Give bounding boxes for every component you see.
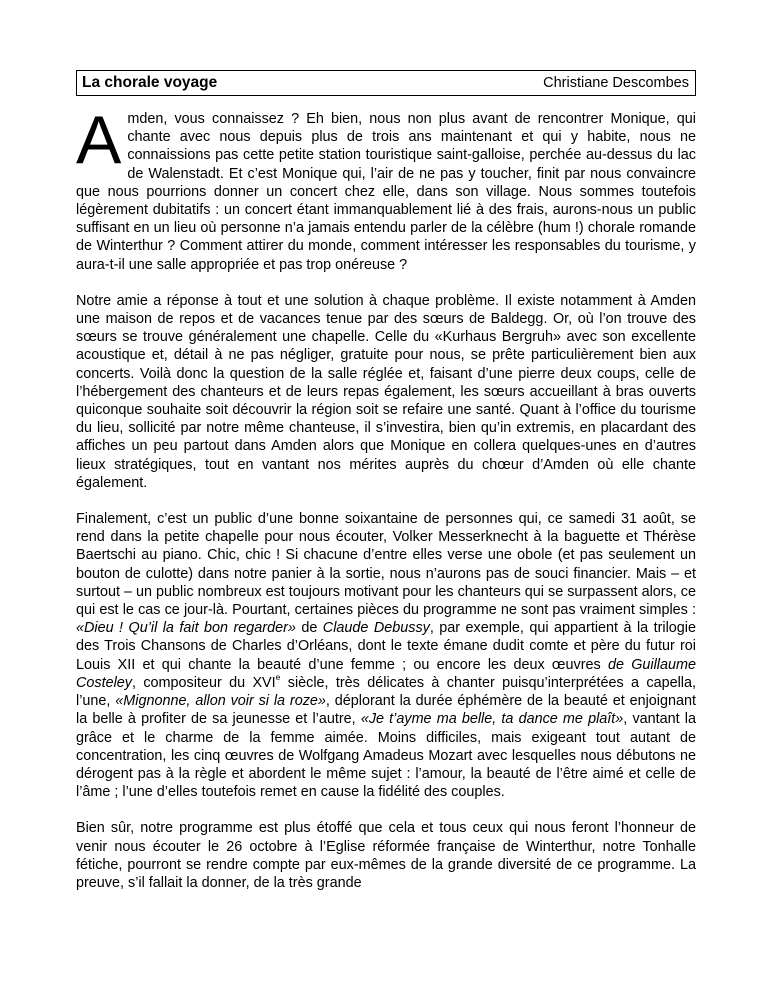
article-header: [76, 70, 696, 96]
p3-text-5: siècle, très délicates à chanter puisqu’interprétées a capella, l’une,: [76, 674, 697, 710]
paragraph-2: Notre amie a réponse à tout et une solution à chaque problème. Il existe notamment à Amden une maison de repos et de vacances tenue par des sœurs de Baldegg. Or, où l’on trouve des sœurs se trouve généralement une chapelle. Celle du «Kurhaus Bergruh» avec son excellente acoustique et, détail à ne pas négliger, gratuite pour nous, se prête particulièrement bien aux concerts. Voilà donc la question de la salle réglée et, faisant d’une pierre deux coups, celle de l’hébergement des chanteurs et de leurs repas également, les sœurs accueillant à bras ouverts quiconque souhaite soit découvrir la région soit se refaire une santé. Quant à l’office du tourisme du lieu, sollicité par notre même chanteuse, il s’investira, bien qu’in extremis, en placardant des affiches un peu partout dans Amden alors que Monique en collera quelques-unes en d’autres lieux stratégiques, tout en vantant nos mérites auprès du chœur d’Amden où elle chante également.: [76, 292, 696, 491]
p3-text-4: , compositeur du XVI: [132, 674, 276, 691]
drop-cap: A: [76, 102, 122, 178]
p3-title-mignonne: «Mignonne, allon voir si la roze»: [115, 693, 326, 710]
p3-text-7: , vantant la grâce et le charme de la femme aimée. Moins difficiles, mais exigeant tout autant de concentration, les cinq œuvres de Wolfgang Amadeus Mozart avec lesquelles nous débutons ne dérogent pas à la règle et abordent le même sujet : l’amour, la beauté de l’être aimé et celle de l’âme ; l’une d’elles toutefois remet en cause la fidélité des couples.: [76, 711, 697, 801]
p3-text-1: Finalement, c’est un public d’une bonne soixantaine de personnes qui, ce samedi 31 août, se rend dans la petite chapelle pour nous écouter, Volker Messerknecht à la baguette et Thérèse Baertschi au piano. Chic, chic ! Si chacune d’entre elles verse une obole (et pas seulement un bouton de culotte) dans notre panier à la sortie, nous n’aurons pas de souci financier. Mais – et surtout – un public nombreux est toujours motivant pour les chanteurs qui se surpassent alors, ce qui est le cas ce jour-là. Pourtant, certaines pièces du programme ne sont pas vraiment simples :: [76, 511, 696, 619]
paragraph-1-text: mden, vous connaissez ? Eh bien, nous non plus avant de rencontrer Monique, qui chante avec nous depuis plus de trois ans maintenant et qui y habite, nous ne connaissions pas cette petite station touristique saint-galloise, perchée au-dessus du lac de Walenstadt. Et c’est Monique qui, l’air de ne pas y toucher, finit par nous convaincre que nous pourrions donner un concert chez elle, dans son village. Nous sommes toutefois légèrement dubitatifs : un concert étant immanquablement lié à des frais, aurons-nous un public suffisant en un lieu où personne n’a jamais entendu parler de la célèbre (hum !) chorale romande de Winterthur ? Comment attirer du monde, comment intéresser les responsables du tourisme, y aura-t-il une salle appropriée et pas trop onéreuse ?: [76, 111, 696, 273]
paragraph-3: [76, 510, 696, 801]
p3-composer-costeley: de Guillaume Costeley: [76, 656, 696, 691]
article-body: [76, 102, 697, 892]
paragraph-1: [76, 102, 696, 274]
p3-superscript: e: [275, 671, 281, 682]
p3-text-3: , par exemple, qui appartient à la trilogie des Trois Chansons de Charles d’Orléans, dont le texte émane dudit comte et père du futur roi Louis XII et qui chante la beauté d’une femme ; ou encore les deux œuvres: [76, 620, 696, 673]
paragraph-4: Bien sûr, notre programme est plus étoffé que cela et tous ceux qui nous feront l’honneur de venir nous écouter le 26 octobre à l’Eglise réformée française de Winterthur, notre Tonhalle fétiche, pourront se rendre compte par eux-mêmes de la grande diversité de ce programme. La preuve, s’il fallait la donner, de la très grande: [76, 820, 696, 891]
p3-text-2: de: [295, 620, 323, 637]
p3-text-6: , déplorant la durée éphémère de la beauté et enjoignant la belle à profiter de sa jeunesse et l’autre,: [76, 693, 697, 728]
article-author: Christiane Descombes: [543, 75, 689, 91]
p3-title-debussy: «Dieu ! Qu’il la fait bon regarder»: [76, 620, 296, 637]
p3-composer-debussy: Claude Debussy: [322, 620, 430, 637]
article: [76, 70, 696, 910]
p3-title-jetayme: «Je t’ayme ma belle, ta dance me plaît»: [360, 711, 624, 728]
article-title: La chorale voyage: [82, 74, 218, 91]
